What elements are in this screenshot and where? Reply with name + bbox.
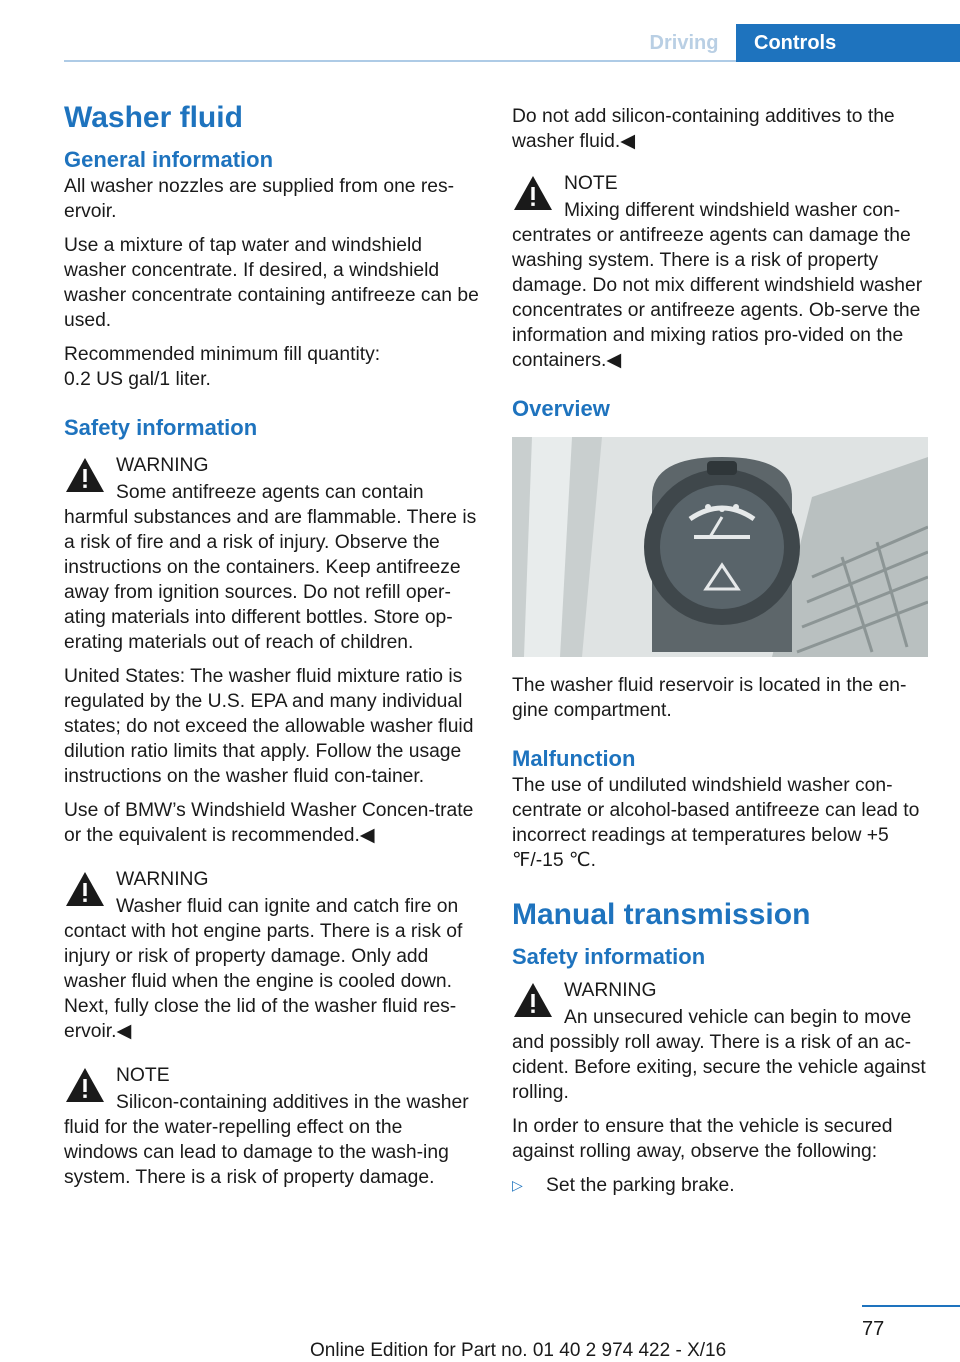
- warning-block-1: [64, 452, 480, 655]
- malfunction-text: The use of undiluted windshield washer con‐centrate or alcohol-based antifreeze can lead to incorrect readings at temperatures below +5 ℉/-15 ℃.: [512, 775, 920, 871]
- washer-reservoir-cap-photo: [512, 437, 928, 657]
- section-title-washer-fluid: Washer fluid: [64, 101, 243, 134]
- bmw-concentrate-paragraph: Use of BMW’s Windshield Washer Concen‐trate or the equivalent is recommended.◀: [64, 800, 474, 846]
- warning-block-3: [512, 977, 928, 1105]
- warning-text: Washer fluid can ignite and catch fire on contact with hot engine parts. There is a risk of injury or risk of property damage. Only add washer fluid when the engine is cooled down. Next, fully close the lid of the washer fluid res‐ervoir.◀: [64, 896, 463, 1042]
- bullet-arrow-icon: ▷: [512, 1177, 523, 1193]
- right-column: [512, 104, 928, 1198]
- warning-keyword: WARNING: [116, 455, 209, 476]
- warning-text: An unsecured vehicle can begin to move and possibly roll away. There is a risk of an ac‐cident. Before exiting, secure the vehicle against rolling.: [512, 1007, 926, 1103]
- continued-paragraph: Do not add silicon-containing additives to the washer fluid.◀: [512, 106, 895, 152]
- us-epa-paragraph: United States: The washer fluid mixture ratio is regulated by the U.S. EPA and many individual states; do not exceed the allowable washer fluid dilution ratio limits that apply. Follow the usage instructions on the washer fluid con‐tainer.: [64, 666, 474, 787]
- fill-quantity-value: 0.2 US gal/1 liter.: [64, 369, 211, 390]
- fill-quantity-label: Recommended minimum fill quantity:: [64, 344, 381, 365]
- warning-keyword: WARNING: [564, 980, 657, 1001]
- note-block-1: [64, 1062, 480, 1190]
- page-number: 77: [862, 1318, 885, 1340]
- list-item: [512, 1173, 928, 1198]
- note-text: Mixing different windshield washer con‐centrates or antifreeze agents can damage the washing system. There is a risk of property damage. Do not mix different windshield washer concentrates or antifreeze agents. Ob‐serve the information and mixing ratios pro‐vided on the containers.◀: [512, 200, 923, 371]
- edition-footer: Online Edition for Part no. 01 40 2 974 422 - X/16: [310, 1340, 727, 1361]
- safety-information-heading: Safety information: [64, 415, 258, 440]
- note-text: Silicon-containing additives in the washer fluid for the water-repelling effect on the windows can lead to damage to the wash‐ing system. There is a risk of property damage.: [64, 1092, 469, 1188]
- list-item-text: Set the parking brake.: [546, 1175, 735, 1196]
- warning-triangle-icon: [512, 174, 554, 212]
- general-paragraph-3: [64, 342, 480, 392]
- overview-caption: The washer fluid reservoir is located in the en‐gine compartment.: [512, 675, 907, 721]
- general-paragraph-1: All washer nozzles are supplied from one res‐ervoir.: [64, 176, 455, 222]
- ensure-paragraph: In order to ensure that the vehicle is secured against rolling away, observe the following:: [512, 1116, 893, 1162]
- warning-triangle-icon: [512, 981, 554, 1019]
- malfunction-heading: Malfunction: [512, 746, 636, 771]
- tab-driving[interactable]: Driving: [649, 32, 719, 54]
- warning-triangle-icon: [64, 456, 106, 494]
- note-keyword: NOTE: [116, 1065, 170, 1086]
- tab-controls[interactable]: Controls: [736, 24, 960, 62]
- warning-triangle-icon: [64, 870, 106, 908]
- footer-rule: [862, 1305, 960, 1307]
- warning-block-2: [64, 866, 480, 1044]
- warning-keyword: WARNING: [116, 869, 209, 890]
- warning-triangle-icon: [64, 1066, 106, 1104]
- overview-heading: Overview: [512, 396, 610, 421]
- note-keyword: NOTE: [564, 173, 618, 194]
- general-information-heading: General information: [64, 147, 274, 172]
- manual-safety-heading: Safety information: [512, 944, 706, 969]
- note-block-2: [512, 170, 928, 373]
- general-paragraph-2: Use a mixture of tap water and windshield washer concentrate. If desired, a windshield washer concentrate containing antifreeze can be used.: [64, 235, 479, 331]
- section-title-manual-transmission: Manual transmission: [512, 898, 811, 931]
- warning-text: Some antifreeze agents can contain harmful substances and are flammable. There is a risk of fire and a risk of injury. Observe the instructions on the containers. Keep antifreeze away from ignition sources. Do not refill oper‐ating materials into different bottles. Store op‐erating materials out of reach of children.: [64, 482, 477, 653]
- left-column: [64, 100, 480, 1199]
